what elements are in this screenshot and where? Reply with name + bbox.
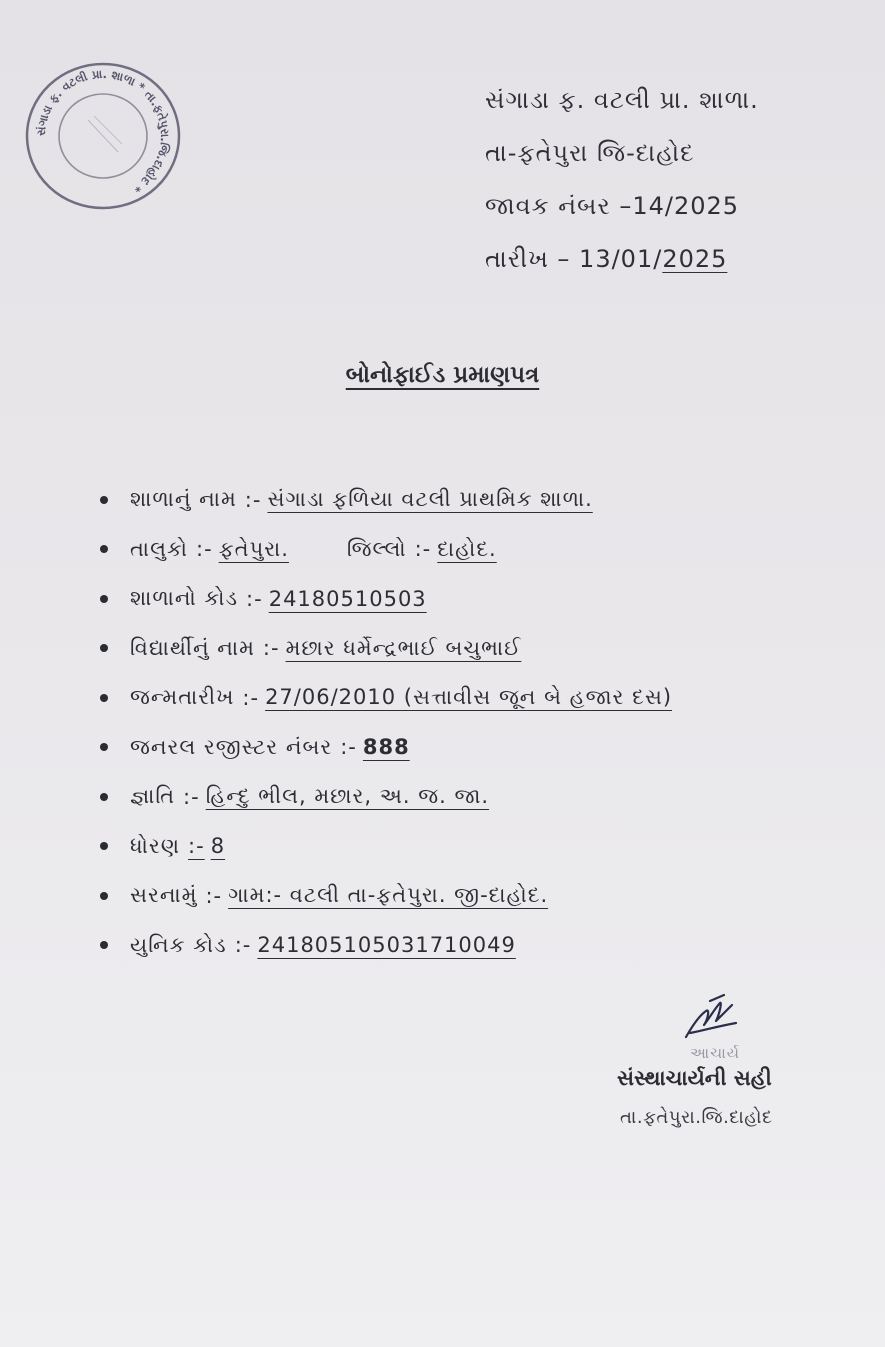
issue-date-year: 2025: [662, 245, 728, 273]
field-unique-code: [100, 921, 860, 971]
field-separator: :-: [242, 685, 260, 710]
field-label: જ્ઞાતિ: [130, 784, 176, 809]
bullet-icon: [100, 941, 108, 949]
field-label: ધોરણ: [130, 833, 181, 858]
field-separator: :-: [196, 537, 213, 562]
field-separator: :-: [205, 883, 223, 908]
bullet-icon: [100, 842, 108, 850]
field-label: યુનિક કોડ: [130, 932, 227, 957]
field-label: જનરલ રજીસ્ટર નંબર: [130, 734, 333, 759]
stamp-text: સંગાડા ફ. વટલી પ્રા. શાળા * તા.ફતેપુરા.જિ.દાહોદ *: [33, 66, 173, 196]
field-separator: :-: [262, 636, 280, 661]
field-separator: :-: [244, 487, 262, 512]
bullet-icon: [100, 743, 108, 751]
field-value: ગામ:- વટલી તા-ફતેપુરા. જી-દાહોદ.: [228, 883, 549, 908]
field-label: સરનામું: [130, 883, 198, 908]
field-label: વિદ્યાર્થીનું નામ: [130, 635, 255, 660]
handwritten-signature: [680, 993, 742, 1045]
field-label: જન્મતારીખ: [130, 685, 235, 710]
signature-place: તા.ફતેપુરા.જિ.દાહોદ: [620, 1107, 773, 1128]
field-school-name: [100, 475, 860, 525]
bullet-icon: [100, 545, 108, 553]
header-block: [485, 86, 759, 298]
field-value: હિન્દુ ભીલ, મછાર, અ. જ. જા.: [205, 784, 490, 809]
field-label: શાળાનું નામ: [130, 487, 237, 512]
bullet-icon: [100, 892, 108, 900]
field-school-code: [100, 574, 860, 624]
field-value: 241805105031710049: [257, 933, 516, 958]
field-value: 27/06/2010 (સત્તાવીસ જૂન બે હજાર દસ): [265, 685, 673, 710]
field-value: 24180510503: [268, 586, 427, 611]
field-label-district: જિલ્લો: [346, 536, 407, 561]
taluka-district-heading: તા-ફતેપુરા જિ-દાહોદ: [485, 139, 695, 167]
field-label-taluka: તાલુકો: [130, 536, 189, 561]
certificate-title-text: બોનોફાઈડ પ્રમાણપત્ર: [345, 362, 540, 388]
issue-date-prefix: તારીખ – 13/01/: [485, 245, 663, 273]
field-label: શાળાનો કોડ: [130, 586, 239, 611]
field-value-district: દાહોદ.: [437, 536, 497, 561]
certificate-fields: [100, 475, 860, 970]
field-separator: :-: [188, 834, 205, 859]
bullet-icon: [100, 595, 108, 603]
field-value: 888: [362, 735, 410, 760]
field-value: મછાર ધર્મેન્દ્રભાઈ બચુભાઈ: [285, 635, 522, 660]
field-general-register-number: [100, 723, 860, 773]
field-taluka-district: [100, 525, 860, 575]
field-value: સંગાડા ફળિયા વટલી પ્રાથમિક શાળા.: [267, 487, 593, 512]
field-standard: [100, 822, 860, 872]
certificate-title: [0, 362, 885, 388]
field-separator: :-: [340, 735, 357, 760]
field-address: [100, 871, 860, 921]
field-separator: :-: [183, 784, 200, 809]
faint-stamp-text: આચાર્ય: [690, 1044, 741, 1062]
outward-number: જાવક નંબર –14/2025: [485, 192, 740, 220]
bullet-icon: [100, 496, 108, 504]
signature-label: સંસ્થાચાર્યની સહી: [617, 1066, 772, 1090]
field-caste: [100, 772, 860, 822]
field-separator: :-: [234, 933, 252, 958]
school-name-heading: સંગાડા ફ. વટલી પ્રા. શાળા.: [485, 86, 759, 114]
field-student-name: [100, 624, 860, 674]
svg-text:સંગાડા ફ. વટલી પ્રા. શાળા * તા: [34, 67, 173, 196]
field-birth-date: [100, 673, 860, 723]
school-seal-stamp: [24, 60, 182, 212]
field-value-taluka: ફતેપુરા.: [218, 536, 289, 561]
bullet-icon: [100, 694, 108, 702]
field-separator: :-: [246, 586, 263, 611]
field-separator: :-: [414, 537, 432, 562]
bullet-icon: [100, 644, 108, 652]
field-value: 8: [210, 834, 226, 859]
bullet-icon: [100, 793, 108, 801]
issue-date: [485, 245, 759, 298]
